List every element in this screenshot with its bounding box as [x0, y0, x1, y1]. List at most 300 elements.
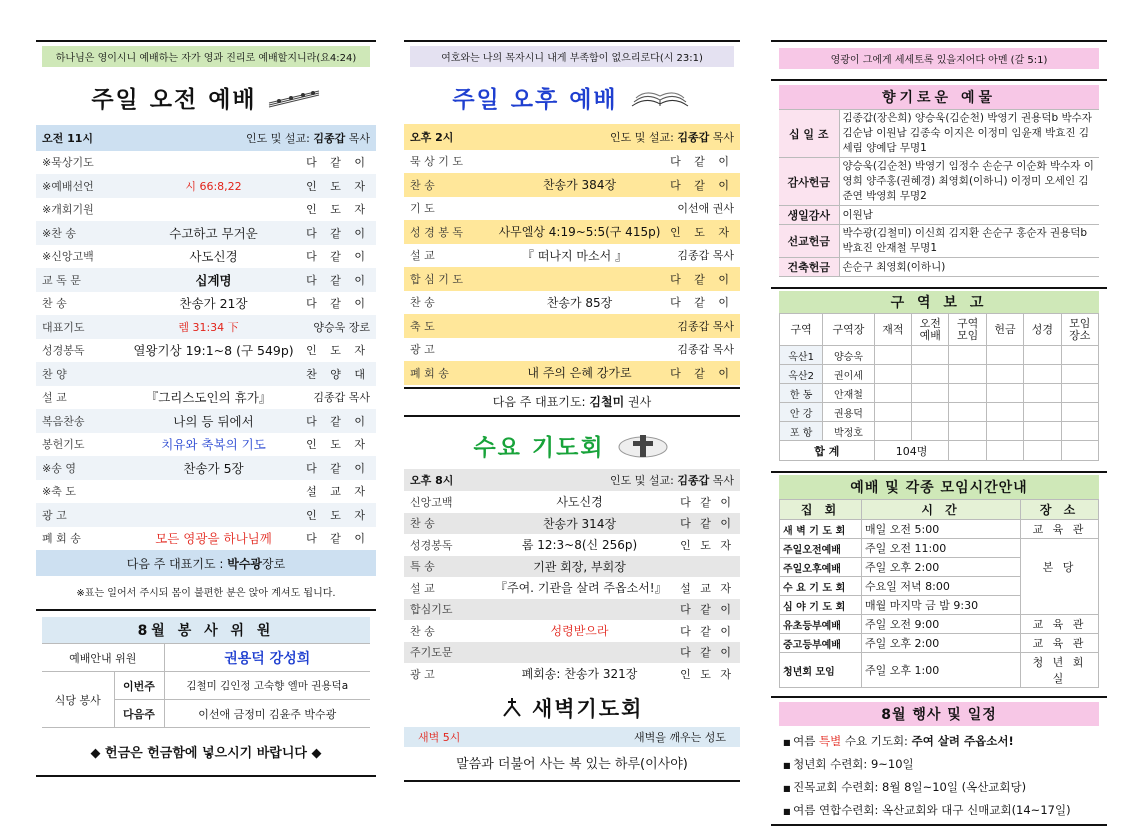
service-time: 오전 11시 [42, 131, 94, 145]
wed-leader-info [500, 472, 734, 488]
row-by: 다 같 이 [306, 226, 370, 240]
service-row [404, 150, 740, 174]
schedule-name: 새 벽 기 도 회 [780, 520, 862, 539]
row-label: 찬 송 [42, 297, 67, 311]
verse-banner: 하나님은 영이시니 예배하는 자가 영과 진리로 예배할지니라(요4:24) [42, 46, 370, 67]
row-by: 다 같 이 [680, 646, 734, 660]
event-item [783, 753, 1095, 776]
row-content: 찬송가 85장 [546, 295, 613, 310]
row-label: 주기도문 [410, 646, 453, 660]
district-row [780, 422, 1099, 441]
row-label: ※송 영 [42, 461, 76, 475]
schedule-place [1021, 577, 1099, 596]
row-by: 인 도 자 [306, 203, 370, 217]
offer-names: 김종갑(장은희) 양승욱(김순천) 박영기 권용덕b 박수자 김순남 이원남 김종숙 이지은 이정미 임윤재 박효진 김세림 양예담 무명1 [839, 110, 1099, 158]
district-cell [912, 403, 949, 422]
schedule-time: 주일 오후 1:00 [862, 653, 1021, 688]
service-row [36, 339, 376, 363]
row-by: 다 같 이 [306, 297, 370, 311]
schedule-header: 장 소 [1021, 500, 1099, 520]
event-text: 여름 연합수련회: 옥산교회와 대구 신매교회(14~17일) [793, 803, 1071, 817]
schedule-row [780, 539, 1099, 558]
row-label: 찬 송 [410, 296, 435, 310]
top-rule [771, 40, 1107, 42]
row-content: 모든 영광을 하나님께 [155, 531, 272, 547]
district-header: 성경 [1024, 314, 1061, 346]
bottom-rule [404, 780, 740, 782]
row-label: 찬 송 [410, 178, 435, 192]
service-time: 오후 2시 [410, 130, 454, 144]
event-item [783, 776, 1095, 799]
row-by: 인 도 자 [306, 344, 370, 358]
row-label: 성 경 봉 독 [410, 225, 463, 239]
row-by: 다 같 이 [306, 273, 370, 287]
schedule-time: 매일 오전 5:00 [862, 520, 1021, 539]
row-by: 인 도 자 [670, 225, 734, 239]
title-text: 주일 오전 예배 [91, 87, 257, 113]
leader-role: 목사 [712, 130, 734, 144]
offer-label: 선교헌금 [779, 225, 839, 258]
row-content: 수고하고 무거운 [169, 225, 258, 241]
row-label: ※신앙고백 [42, 250, 94, 264]
row-content: 내 주의 은혜 강가로 [527, 366, 632, 381]
service-row [404, 291, 740, 315]
event-text-post: 수요 기도회: [841, 734, 912, 748]
service-row [36, 386, 376, 410]
row-label: 성경봉독 [410, 538, 453, 552]
offer-row [779, 110, 1099, 158]
event-bold: 주여 살려 주옵소서! [911, 734, 1014, 748]
next-week-names: 이선애 금정미 김윤주 박수광 [164, 700, 370, 728]
this-week-names: 김철미 김인정 고숙향 엘마 권용덕a [164, 672, 370, 700]
district-cell [949, 403, 986, 422]
music-notes-icon [267, 87, 321, 115]
row-label: 폐 회 송 [42, 532, 81, 546]
dawn-row [404, 727, 740, 747]
offer-names: 박수광(김철미) 이신희 김지환 손순구 홍순자 권용덕b 박효진 안재철 무명1 [839, 225, 1099, 258]
schedule-place: 청 년 회 실 [1021, 653, 1099, 688]
next-prayer-label: 다음 주 대표기도: [492, 395, 586, 409]
column-news [771, 40, 1107, 826]
district-cell: 옥산2 [780, 365, 823, 384]
schedule-row [780, 577, 1099, 596]
row-content: 성령받으라 [550, 624, 609, 639]
bullet-icon: ■ [783, 784, 794, 793]
bullet-icon: ■ [783, 807, 794, 816]
wed-header [404, 469, 740, 491]
wed-row [404, 513, 740, 535]
service-row [36, 198, 376, 222]
district-cell [1024, 365, 1061, 384]
district-cell [874, 384, 911, 403]
row-label: 찬 송 [410, 624, 435, 638]
events-title: 8월 행사 및 일정 [779, 702, 1099, 726]
total-label: 합 계 [780, 441, 875, 461]
schedule-name: 수 요 기 도 회 [780, 577, 862, 596]
top-rule [36, 40, 376, 42]
service-row [404, 173, 740, 197]
wed-title-text: 수요 기도회 [473, 434, 605, 461]
district-cell [1061, 346, 1098, 365]
district-cell [949, 365, 986, 384]
service-row [404, 244, 740, 268]
row-label: ※축 도 [42, 485, 76, 499]
district-cell [1061, 384, 1098, 403]
row-by: 다 같 이 [670, 155, 734, 169]
schedule-name: 청년회 모임 [780, 653, 862, 688]
district-cell [949, 384, 986, 403]
district-cell: 포 항 [780, 422, 823, 441]
row-label: 설 교 [410, 249, 435, 263]
district-cell [874, 346, 911, 365]
row-by: 이선애 권사 [677, 202, 734, 216]
schedule-time: 매월 마지막 금 밤 9:30 [862, 596, 1021, 615]
row-content: 나의 등 뒤에서 [173, 413, 254, 429]
row-label: 특 송 [410, 560, 435, 574]
schedule-time: 주일 오전 11:00 [862, 539, 1021, 558]
offer-label: 건축헌금 [779, 258, 839, 277]
district-cell [949, 422, 986, 441]
column-sunday-morning [36, 40, 376, 777]
row-by: 찬 양 대 [306, 367, 370, 381]
row-label: ※묵상기도 [42, 156, 94, 170]
row-by: 김종갑 목사 [313, 391, 370, 405]
district-cell [1061, 441, 1098, 461]
row-content: 기관 회장, 부회장 [533, 559, 626, 574]
district-cell [912, 384, 949, 403]
schedule-name: 심 야 기 도 회 [780, 596, 862, 615]
verse-banner: 여호와는 나의 목자시니 내게 부족함이 없으리로다(시 23:1) [410, 46, 734, 67]
row-by: 다 같 이 [670, 296, 734, 310]
row-by: 다 같 이 [306, 156, 370, 170]
district-header: 모임 장소 [1061, 314, 1098, 346]
wed-row [404, 556, 740, 578]
next-prayer [36, 550, 376, 576]
next-prayer-name: 박수광 [227, 556, 263, 571]
service-header [36, 125, 376, 151]
wed-row [404, 663, 740, 685]
service-row [36, 480, 376, 504]
serve-title: 8월 봉 사 위 원 [42, 617, 370, 643]
offer-table [779, 109, 1099, 277]
leader-role: 목사 [712, 474, 734, 487]
service-row [36, 527, 376, 551]
schedule-row [780, 558, 1099, 577]
row-content: 열왕기상 19:1~8 (구 549p) [133, 343, 294, 359]
offer-row [779, 258, 1099, 277]
next-prayer [404, 389, 740, 415]
district-cell [986, 422, 1023, 441]
service-row [404, 220, 740, 244]
district-cell: 안 강 [780, 403, 823, 422]
service-row [36, 151, 376, 175]
schedule-row [780, 615, 1099, 634]
service-row [36, 221, 376, 245]
district-table [779, 313, 1099, 461]
row-content: 찬송가 314장 [542, 516, 617, 531]
row-label: 축 도 [410, 319, 435, 333]
row-label: 합 심 기 도 [410, 272, 463, 286]
district-cell [874, 422, 911, 441]
bottom-rule [36, 775, 376, 777]
row-by: 다 같 이 [306, 414, 370, 428]
cross-icon [615, 431, 671, 465]
district-cell [874, 403, 911, 422]
service-row [36, 362, 376, 386]
wed-row [404, 620, 740, 642]
district-cell: 옥산1 [780, 346, 823, 365]
next-prayer-name: 김철미 [589, 395, 625, 409]
order-of-service [36, 151, 376, 551]
event-text: 청년회 수련회: 9~10일 [793, 757, 914, 771]
district-header: 구역 모임 [949, 314, 986, 346]
bullet-icon: ■ [783, 738, 794, 747]
top-rule [404, 40, 740, 42]
schedule-header: 시 간 [862, 500, 1021, 520]
wed-row [404, 491, 740, 513]
leader-info [132, 130, 370, 146]
district-cell [912, 422, 949, 441]
service-row [404, 267, 740, 291]
leader-label: 인도 및 설교: [246, 131, 310, 145]
district-header: 오전 예배 [912, 314, 949, 346]
event-item [783, 730, 1095, 753]
district-cell [1024, 422, 1061, 441]
row-content: 찬송가 21장 [179, 296, 248, 312]
bullet-icon: ■ [783, 761, 794, 770]
total-value: 104명 [874, 441, 949, 461]
leader-name: 김종갑 [313, 131, 346, 145]
district-cell [986, 346, 1023, 365]
row-by: 다 같 이 [680, 603, 734, 617]
district-row [780, 346, 1099, 365]
district-cell: 권이세 [823, 365, 874, 384]
row-content: 『주여. 기관을 살려 주옵소서!』 [495, 581, 667, 596]
row-content: 『 떠나지 마소서 』 [522, 248, 627, 263]
row-by: 인 도 자 [306, 438, 370, 452]
row-by: 설 교 자 [680, 581, 734, 595]
schedule-header: 집 회 [780, 500, 862, 520]
wed-title [404, 429, 740, 466]
row-by: 다 같 이 [670, 366, 734, 380]
event-highlight: 특별 [818, 734, 842, 748]
leader-info [500, 129, 734, 145]
service-row [36, 409, 376, 433]
district-cell [949, 346, 986, 365]
row-content: 『그리스도인의 휴가』 [145, 390, 272, 406]
schedule-title: 예배 및 각종 모임시간안내 [779, 475, 1099, 499]
district-cell [986, 441, 1023, 461]
row-by: 다 같 이 [670, 272, 734, 286]
section-title [36, 81, 376, 115]
row-label: ※찬 송 [42, 226, 76, 240]
wednesday-order [404, 491, 740, 685]
next-prayer-label: 다음 주 대표기도 : [126, 556, 224, 571]
row-by: 김종갑 목사 [677, 343, 734, 357]
row-content: 십계명 [195, 272, 232, 288]
row-by: 김종갑 목사 [677, 249, 734, 263]
dawn-motto: 말씀과 더불어 사는 복 있는 하루(이사야) [456, 757, 688, 772]
offer-label: 십 일 조 [779, 110, 839, 158]
next-prayer-role: 권사 [628, 395, 652, 409]
row-label: 광 고 [410, 667, 435, 681]
row-label: 설 교 [410, 581, 435, 595]
offer-row [779, 158, 1099, 206]
district-cell [874, 365, 911, 384]
dawn-desc: 새벽을 깨우는 성도 [633, 731, 726, 744]
leader-label: 인도 및 설교: [610, 130, 674, 144]
offer-names: 손순구 최영회(이하니) [839, 258, 1099, 277]
district-cell [1024, 384, 1061, 403]
row-label: 봉헌기도 [42, 438, 85, 452]
service-header [404, 124, 740, 150]
row-by: 다 같 이 [680, 495, 734, 509]
district-cell [986, 403, 1023, 422]
schedule-place: 본 당 [1021, 558, 1099, 577]
schedule-time: 주일 오후 2:00 [862, 558, 1021, 577]
schedule-row [780, 520, 1099, 539]
district-cell: 한 동 [780, 384, 823, 403]
row-label: 찬 송 [410, 517, 435, 531]
row-label: 광 고 [410, 343, 435, 357]
district-cell [986, 384, 1023, 403]
this-week-label: 이번주 [114, 672, 164, 700]
offer-row [779, 206, 1099, 225]
wed-row [404, 599, 740, 621]
district-cell: 양승욱 [823, 346, 874, 365]
schedule-row [780, 596, 1099, 615]
service-row [404, 338, 740, 362]
title-text: 주일 오후 예배 [452, 87, 618, 113]
district-header: 구역장 [823, 314, 874, 346]
schedule-time: 주일 오후 2:00 [862, 634, 1021, 653]
mid-rule [36, 609, 376, 611]
row-content: 찬송가 5장 [183, 460, 244, 476]
events-list [771, 726, 1107, 822]
row-by: 다 같 이 [306, 461, 370, 475]
next-prayer-role: 장로 [262, 556, 286, 571]
service-row [404, 361, 740, 385]
row-content: 사도신경 [189, 249, 238, 265]
standing-note: ※표는 일어서 주시되 몸이 불편한 분은 앉아 계셔도 됩니다. [76, 588, 336, 599]
row-label: 묵 상 기 도 [410, 155, 463, 169]
row-label: ※예배선언 [42, 179, 94, 193]
row-by: 다 같 이 [306, 250, 370, 264]
service-row [36, 245, 376, 269]
leader-name: 김종갑 [677, 130, 710, 144]
district-cell [1061, 403, 1098, 422]
open-book-icon [628, 86, 692, 116]
row-label: ※개회기원 [42, 203, 94, 217]
district-cell [986, 365, 1023, 384]
service-row [36, 503, 376, 527]
district-cell: 안재철 [823, 384, 874, 403]
section-title [404, 81, 740, 116]
schedule-place: 교 육 관 [1021, 634, 1099, 653]
district-title: 구 역 보 고 [779, 291, 1099, 313]
service-row [36, 456, 376, 480]
row-by: 다 같 이 [680, 624, 734, 638]
serve-table [42, 643, 370, 728]
district-row [780, 384, 1099, 403]
row-by: 다 같 이 [670, 178, 734, 192]
row-by: 양승욱 장로 [313, 320, 370, 334]
schedule-place: 교 육 관 [1021, 520, 1099, 539]
dawn-title-text: 새벽기도회 [531, 696, 644, 721]
row-content: 시 66:8,22 [185, 179, 242, 193]
row-label: 기 도 [410, 202, 435, 216]
wed-row [404, 577, 740, 599]
verse-banner: 영광이 그에게 세세토록 있을지어다 아멘 (갈 5:1) [779, 48, 1099, 69]
district-header: 구역 [780, 314, 823, 346]
wed-time: 오후 8시 [410, 474, 454, 487]
event-text: 여름 [793, 734, 819, 748]
row-content: 사도신경 [556, 495, 603, 510]
afternoon-order [404, 150, 740, 385]
event-text: 진목교회 수련회: 8월 8일~10일 (옥산교회당) [793, 780, 1027, 794]
row-content: 폐회송: 찬송가 321장 [521, 667, 638, 682]
schedule-time: 수요일 저녁 8:00 [862, 577, 1021, 596]
guide-names: 권용덕 강성희 [164, 644, 370, 672]
district-cell [949, 441, 986, 461]
district-cell [1024, 346, 1061, 365]
district-total-row [780, 441, 1099, 461]
row-label: 교 독 문 [42, 273, 81, 287]
row-by: 인 도 자 [306, 508, 370, 522]
row-content: 치유와 축복의 기도 [161, 437, 266, 453]
wed-row [404, 642, 740, 664]
district-cell: 박정호 [823, 422, 874, 441]
district-row [780, 365, 1099, 384]
schedule-name: 중고등부예배 [780, 634, 862, 653]
column-sunday-afternoon [404, 40, 740, 782]
schedule-place [1021, 539, 1099, 558]
offer-label: 생일감사 [779, 206, 839, 225]
next-week-label: 다음주 [114, 700, 164, 728]
row-content: 사무엘상 4:19~5:5(구 415p) [498, 225, 661, 240]
service-row [36, 292, 376, 316]
offer-row [779, 225, 1099, 258]
row-label: 성경봉독 [42, 344, 85, 358]
district-cell [1024, 403, 1061, 422]
offer-names: 양승욱(김순천) 박영기 임정수 손순구 이순화 박수자 이영희 양주홍(권혜경) 최영회(이하니) 이정미 오세인 김준연 박영희 무명2 [839, 158, 1099, 206]
row-content: 찬송가 384장 [542, 178, 617, 193]
row-content: 렘 31:34 下 [178, 320, 239, 334]
mid-rule [404, 415, 740, 417]
row-by: 인 도 자 [680, 667, 734, 681]
offer-names: 이원남 [839, 206, 1099, 225]
schedule-place [1021, 596, 1099, 615]
person-cross-icon [501, 696, 523, 723]
service-row [36, 268, 376, 292]
offer-label: 감사헌금 [779, 158, 839, 206]
service-row [36, 433, 376, 457]
row-label: 설 교 [42, 391, 67, 405]
schedule-name: 주일오전예배 [780, 539, 862, 558]
row-by: 김종갑 목사 [677, 319, 734, 333]
offer-title: 향기로운 예물 [779, 85, 1099, 109]
service-row [404, 197, 740, 221]
row-label: 신앙고백 [410, 495, 453, 509]
schedule-row [780, 653, 1099, 688]
row-label: 합심기도 [410, 603, 453, 617]
row-by: 다 같 이 [306, 532, 370, 546]
district-cell [1061, 422, 1098, 441]
row-by: 인 도 자 [680, 538, 734, 552]
row-by: 설 교 자 [306, 485, 370, 499]
schedule-place: 교 육 관 [1021, 615, 1099, 634]
row-label: 대표기도 [42, 320, 85, 334]
